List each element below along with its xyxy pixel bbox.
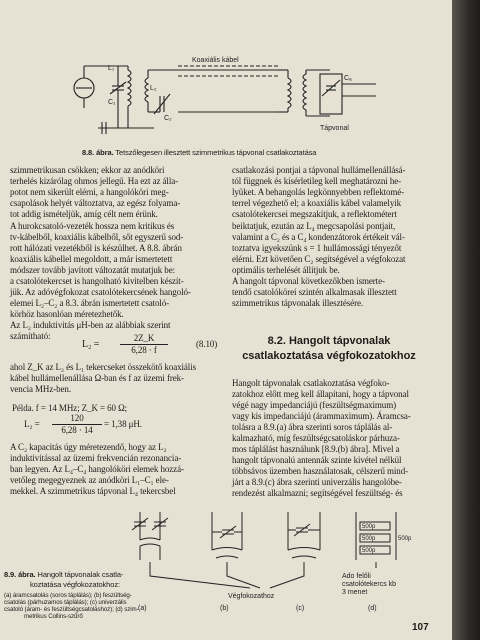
- Ca-label: Cₐ: [344, 75, 352, 82]
- right-text-line: beiktatjuk, ezután az L₄ megcsapolási pontjait,: [232, 221, 396, 231]
- note-line: Ado felőli: [342, 573, 371, 580]
- example-numerator: 120: [52, 413, 102, 425]
- caption-text: Hangolt tápvonalak csatla-: [37, 570, 124, 579]
- caption-text: koztatása végfokozatokhoz:: [30, 580, 120, 589]
- left-text-line: A C₂ kapacitás úgy méretezendő, hogy az L₂: [10, 442, 167, 452]
- right-text-line: tolásra a 8.9.(a) ábra szerinti soros táplálás al-: [232, 422, 393, 432]
- right-text-line: terrel végezhető el; a koaxiális kábel valamelyik: [232, 198, 402, 208]
- right-text-line: mos táplálást használunk [8.9.(b) ábra]. Mivel a: [232, 444, 400, 454]
- vegfokozathoz-label: Végfokozathoz: [228, 593, 275, 600]
- subcaption-line: csatolás (párhuzamos táplálás); (c) univerzális: [4, 599, 127, 606]
- left-text-line: potot nem sikerült elérni, a hangolóköri meg-: [10, 187, 169, 197]
- right-text-line: szimmetrikus tápvonalak illesztésére.: [232, 298, 364, 308]
- panel-b-label: (b): [220, 605, 229, 612]
- left-text-line: csapolások helyét változtatva, az egész folyama-: [10, 198, 181, 208]
- example-result: = 1,38 μH.: [104, 419, 142, 429]
- right-text-line: optimális terhelését állítjuk be.: [232, 265, 340, 275]
- formula-tag: (8.10): [196, 339, 218, 349]
- left-text-line: koaxiális kábellel megoldott, a már ismertetett: [10, 254, 173, 264]
- left-text-line: tv-kábelből, koaxiális kábelből, sőt egyszerű sod-: [10, 232, 184, 242]
- right-text-line: toztatva igyekszünk s = 1 hullámossági tényezőt: [232, 243, 402, 253]
- figure-8-8-circuit: [68, 56, 380, 144]
- cap-value-label: 500p: [362, 524, 376, 530]
- cap-value-label: 500p: [362, 536, 376, 542]
- left-text-line: Az L₂ induktivitás μH-ben az alábbiak szerint: [10, 320, 171, 330]
- left-text-line: ban legyen. Az L₄–C₄ hangolóköri elemek hozzá-: [10, 464, 184, 474]
- right-text-line: zatokhoz előtt meg kell állapítani, hogy a tápvonal: [232, 389, 409, 399]
- cap-value-label: 500p: [362, 548, 376, 554]
- left-text-line: szimmetrikusan csökken; ekkor az anódköri: [10, 165, 165, 175]
- left-text-line: számítható:: [10, 331, 51, 341]
- feedline-label: Tápvonal: [320, 125, 349, 132]
- left-text-line: tot addig ismételjük, amíg célt nem érünk.: [10, 209, 158, 219]
- right-text-line: Hangolt tápvonalak csatlakoztatása végfoko-: [232, 378, 390, 388]
- L2-label: L₂: [150, 85, 157, 92]
- example-denominator: 6,28 · 14: [61, 425, 93, 435]
- left-text-line: rott hálózati vezetékből is készülhet. A 8.8. ábrán: [10, 243, 182, 253]
- left-text-line: mekkel. A szimmetrikus tápvonal L₄ tekercsbel: [10, 486, 176, 496]
- figure-8-9-circuits: [120, 500, 450, 615]
- note-line: 3 menet: [342, 589, 368, 596]
- caption-text: Tetszőlegesen illesztett szimmetrikus tápvonal csatlakoztatása: [115, 148, 317, 157]
- right-text-line: tendő csatolóköreí szintén alkalmasak illesztett: [232, 287, 397, 297]
- right-text-line: lyüket. A behangolás legkönnyebben reflektomé-: [232, 187, 405, 197]
- left-text-line: induktivitással az üzemi frekvencián rezonancia-: [10, 453, 182, 463]
- left-text-line: terhelés kizárólag ohmos jellegű. Ha ezt az álla-: [10, 176, 179, 186]
- right-text-line: elérni. Ezt követően C₂ segítségével a végfokozat: [232, 254, 406, 264]
- right-text-line: végé nagy impedanciájú (feszültségmaximum): [232, 400, 396, 410]
- panel-d-label: (d): [368, 605, 377, 612]
- subcaption-line: (a) áramcsatolás (soros táplálás); (b) feszültség-: [4, 592, 132, 599]
- subcaption-line: csatoló (áram- és feszültségcsatoláshoz); (d) szim-: [4, 606, 139, 613]
- figure-8-9-caption: [4, 570, 123, 579]
- left-text-line: vetőleg megegyeznek az anódköri L₁–C₁ ele-: [10, 475, 169, 485]
- figure-8-8-caption: [82, 148, 316, 157]
- left-text-line: elemei L₂–C₂ a 8.3. ábrán ismertetett csatoló-: [10, 298, 170, 308]
- right-text-line: hangolt tápvonalú antennák szinte kivétel nélkül: [232, 455, 402, 465]
- right-text-line: csatlakozási pontjai a tápvonal hullámellenállásá-: [232, 165, 406, 175]
- example-line: Példa. f = 14 MHz; Z_K = 60 Ω;: [12, 403, 128, 413]
- left-text-line: körhöz hasonlóan méretezhetők.: [10, 309, 124, 319]
- formula-denominator: 6,28 · f: [131, 345, 157, 355]
- right-text-line: csatolótekercsei megszakítjuk, a reflektométert: [232, 209, 397, 219]
- formula-numerator: 2Z_K: [120, 333, 168, 345]
- panel-a-label: (a): [138, 605, 147, 612]
- left-text-line: kábel hullámellenállása Ω-ban és f az üzemi frek-: [10, 373, 184, 383]
- subcaption-line: metrikus Collins-szűrő: [24, 613, 83, 620]
- panel-c-label: (c): [296, 605, 305, 612]
- right-text-line: járt a 8.9.(c) ábra szerinti univerzális hangolóbe-: [232, 477, 402, 487]
- right-text-line: A hangolt tápvonal következőkben ismerte-: [232, 276, 385, 286]
- left-text-line: a csatolótekercset is hangolható kivitelben készít-: [10, 276, 184, 286]
- right-text-line: vagy kis impedanciájú (árammaximum). Áramcsa-: [232, 411, 411, 421]
- left-text-line: vencia MHz-ben.: [10, 384, 71, 394]
- page-number: 107: [412, 622, 429, 633]
- book-spine: [452, 0, 480, 640]
- left-text-line: módszer tovább javított változatát mutatjuk be:: [10, 265, 176, 275]
- coax-cable-label: Koaxiális kábel: [192, 57, 239, 64]
- L1-label: L₁: [108, 65, 115, 72]
- formula-lhs: L₂ =: [82, 339, 100, 350]
- right-text-line: valamint a C₂ és a C₄ kondenzátorok értékeit vál-: [232, 232, 405, 242]
- caption-number: 8.9. ábra.: [4, 570, 36, 579]
- cap-value-label: 500p: [398, 536, 412, 542]
- C1-label: C₁: [108, 99, 116, 106]
- caption-number: 8.8. ábra.: [82, 148, 114, 157]
- left-text-line: jük. Az adóvégfokozat csatolótekercsének hangoló-: [10, 287, 191, 297]
- right-text-line: tól függnek és kísérletileg kell meghatározni he-: [232, 176, 402, 186]
- C2-label: C₂: [164, 115, 172, 122]
- left-text-line: A hurokcsatoló-vezeték hossza nem kritikus és: [10, 221, 175, 231]
- left-text-line: ahol Z_K az L₂ és L₁ tekercseket összekötő koaxiális: [10, 362, 197, 372]
- note-line: csatolótekercs kb: [342, 581, 397, 588]
- right-text-line: rendezést alkalmazni; segítségével feszültség- és: [232, 488, 403, 498]
- right-text-line: kalmazható, míg feszültségcsatoláskor párhuza-: [232, 433, 400, 443]
- example-lhs: L₂ =: [24, 419, 40, 429]
- section-heading: 8.2. Hangolt tápvonalak csatlakoztatása végfokozatokhoz: [242, 335, 416, 362]
- right-text-line: többsávos üzemben használatosak, célszerű mind-: [232, 466, 408, 476]
